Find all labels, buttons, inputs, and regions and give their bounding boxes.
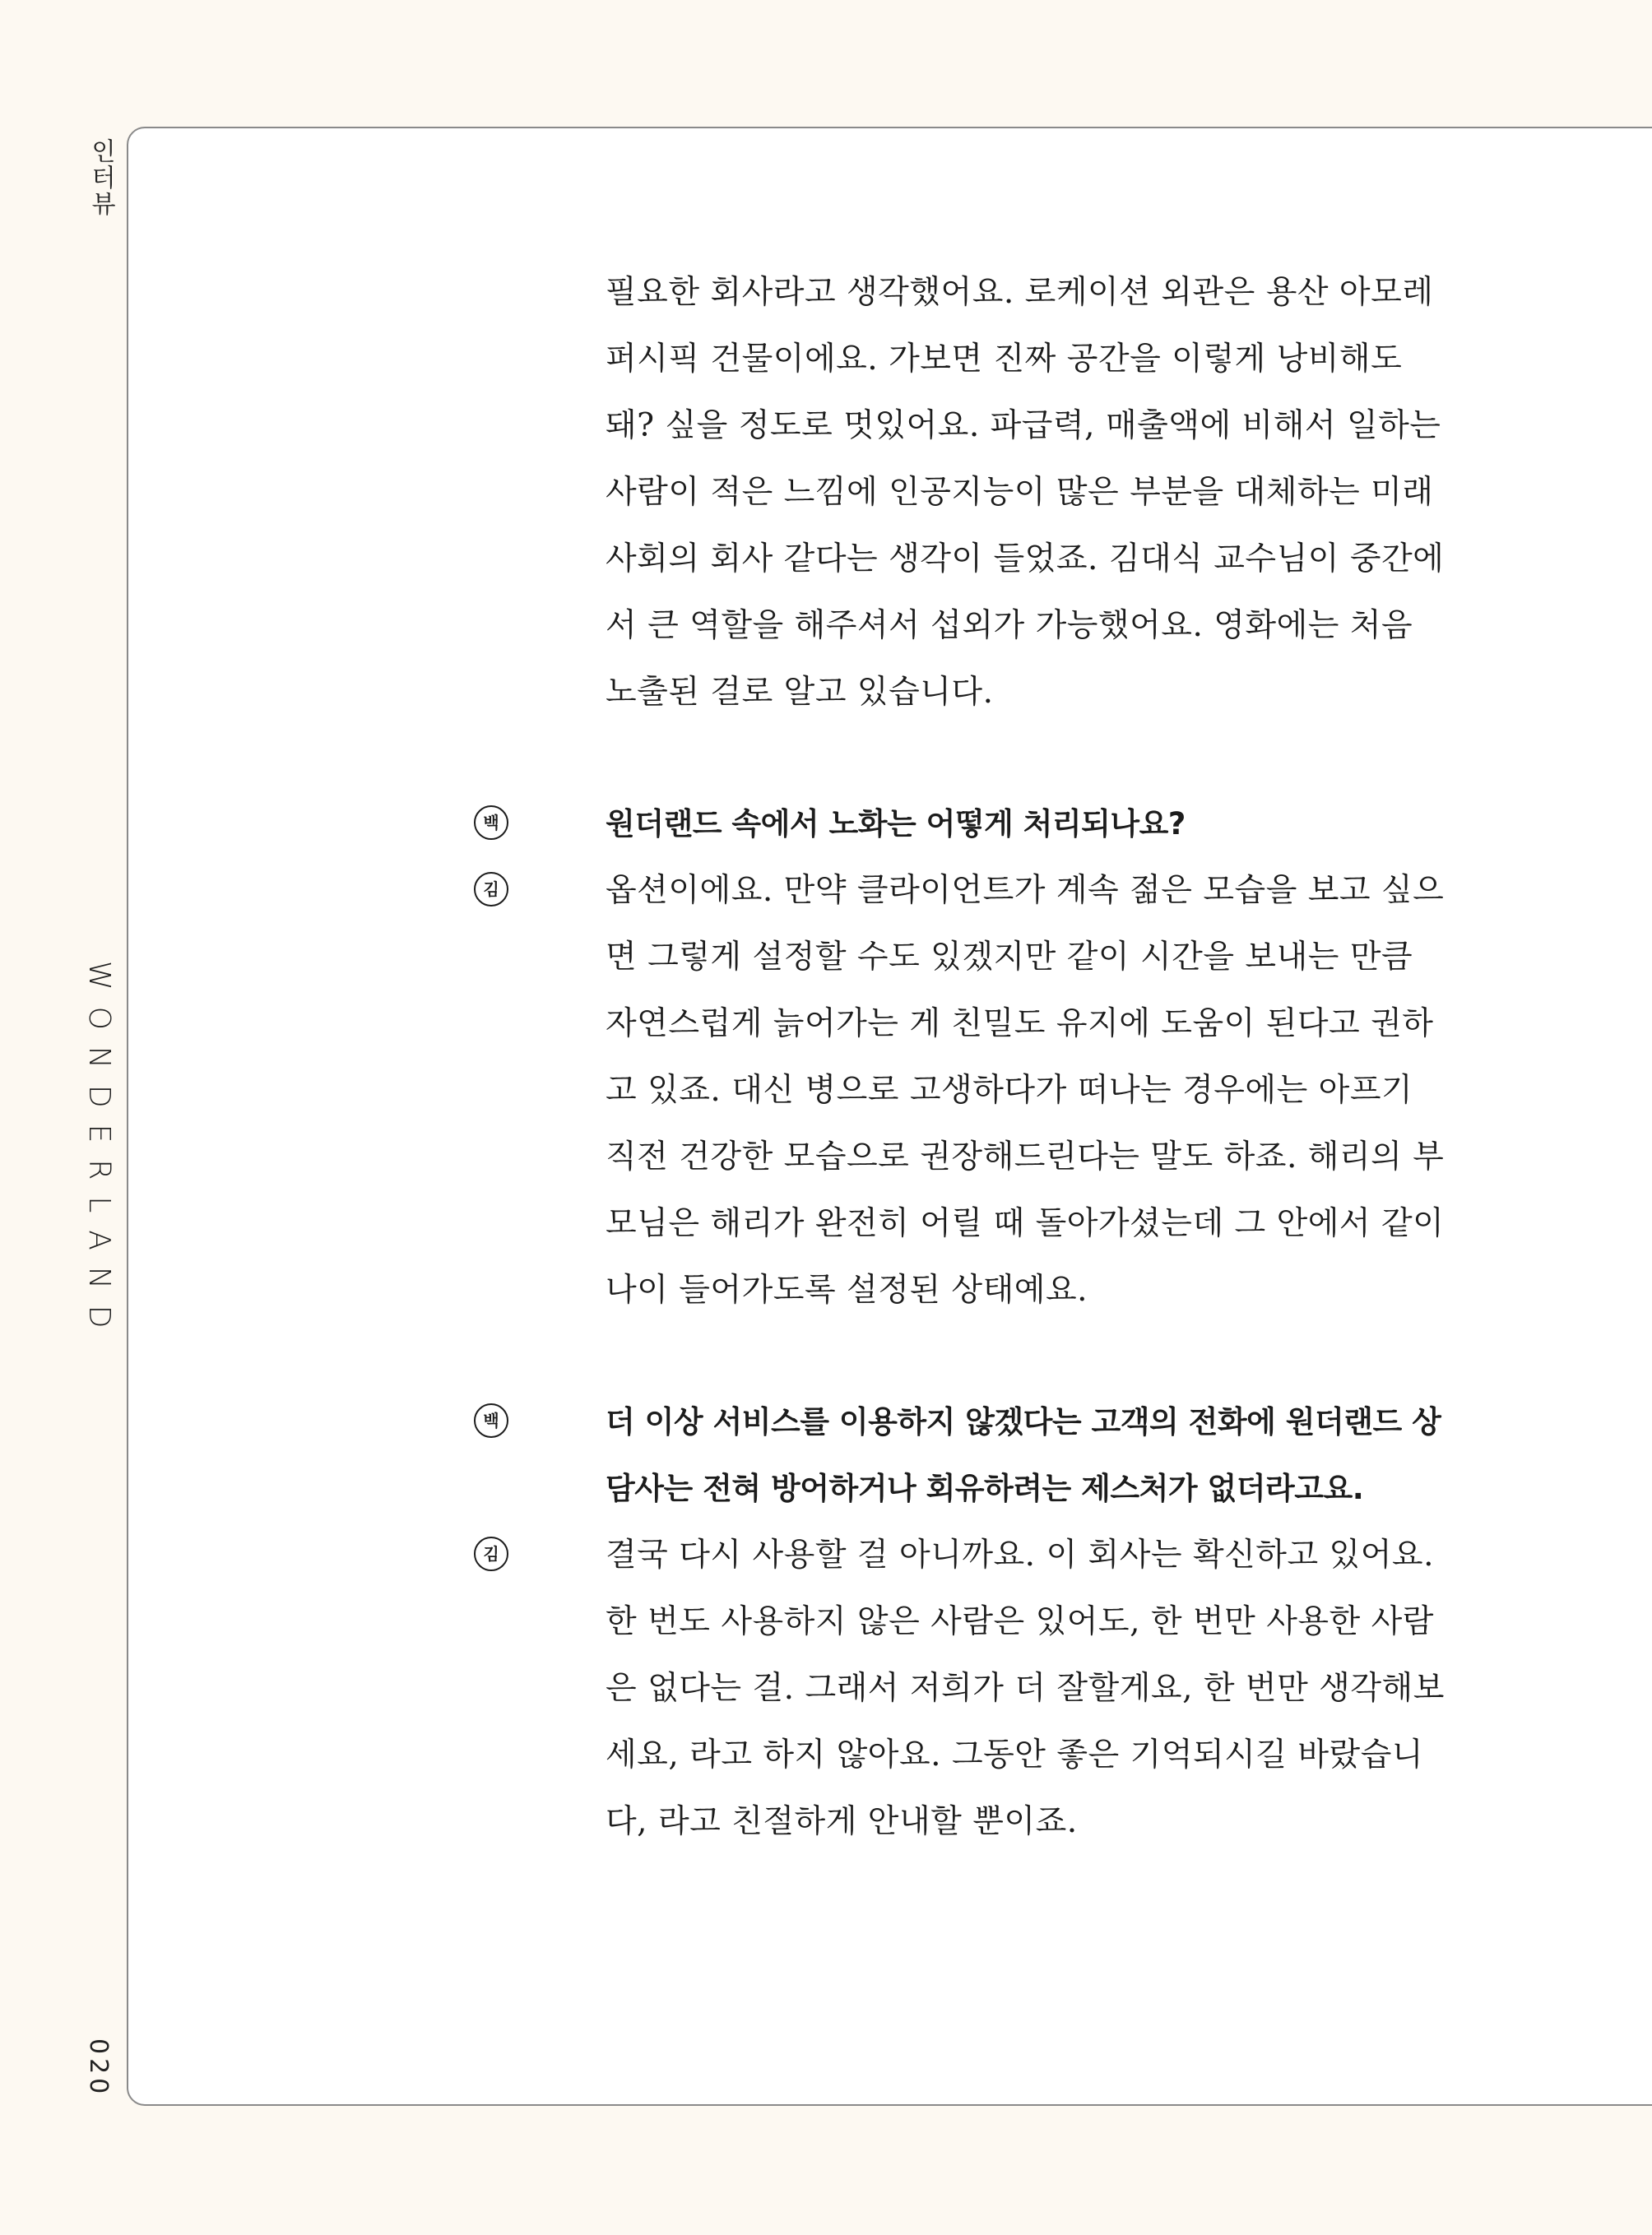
answer-block-1	[474, 857, 1445, 1324]
interviewer-badge: 백	[474, 805, 508, 840]
section-label: 인터뷰	[86, 138, 115, 217]
intro-paragraph: 필요한 회사라고 생각했어요. 로케이션 외관은 용산 아모레퍼시픽 건물이에요. 가보면 진짜 공간을 이렇게 낭비해도 돼? 싶을 정도로 멋있어요. 파급력, 매출액에 비해서 일하는 사람이 적은 느낌에 인공지능이 많은 부분을 대체하는 미래 사회의 회사 같다는 생각이 들었죠. 김대식 교수님이 중간에서 큰 역할을 해주셔서 섭외가 가능했어요. 영화에는 처음 노출된 걸로 알고 있습니다.	[606, 274, 1445, 711]
question-text: 원더랜드 속에서 노화는 어떻게 처리되나요?	[606, 806, 1186, 842]
spacer	[474, 1324, 1445, 1389]
qa-block-1	[474, 791, 1445, 857]
spacer	[474, 726, 1445, 791]
interviewee-badge: 김	[474, 1537, 508, 1571]
question-text: 더 이상 서비스를 이용하지 않겠다는 고객의 전화에 원더랜드 상담사는 전혀 방어하거나 회유하려는 제스처가 없더라고요.	[606, 1404, 1441, 1506]
interviewer-badge: 백	[474, 1403, 508, 1438]
interviewee-badge: 김	[474, 872, 508, 907]
answer-text: 결국 다시 사용할 걸 아니까요. 이 회사는 확신하고 있어요. 한 번도 사용하지 않은 사람은 있어도, 한 번만 사용한 사람은 없다는 걸. 그래서 저희가 더 잘할게요, 한 번만 생각해보세요, 라고 하지 않아요. 그동안 좋은 기억되시길 바랐습니다, 라고 친절하게 안내할 뿐이죠.	[606, 1537, 1445, 1840]
brand-label: WONDERLAND	[82, 961, 116, 1345]
answer-block-2	[474, 1522, 1445, 1855]
page-number: 020	[84, 2038, 113, 2098]
answer-text: 옵션이에요. 만약 클라이언트가 계속 젊은 모습을 보고 싶으면 그렇게 설정할 수도 있겠지만 같이 시간을 보내는 만큼 자연스럽게 늙어가는 게 친밀도 유지에 도움이 된다고 권하고 있죠. 대신 병으로 고생하다가 떠나는 경우에는 아프기 직전 건강한 모습으로 권장해드린다는 말도 하죠. 해리의 부모님은 해리가 완전히 어릴 때 돌아가셨는데 그 안에서 같이 나이 들어가도록 설정된 상태예요.	[606, 872, 1445, 1309]
interview-content	[474, 259, 1445, 1855]
qa-block-2	[474, 1389, 1445, 1522]
